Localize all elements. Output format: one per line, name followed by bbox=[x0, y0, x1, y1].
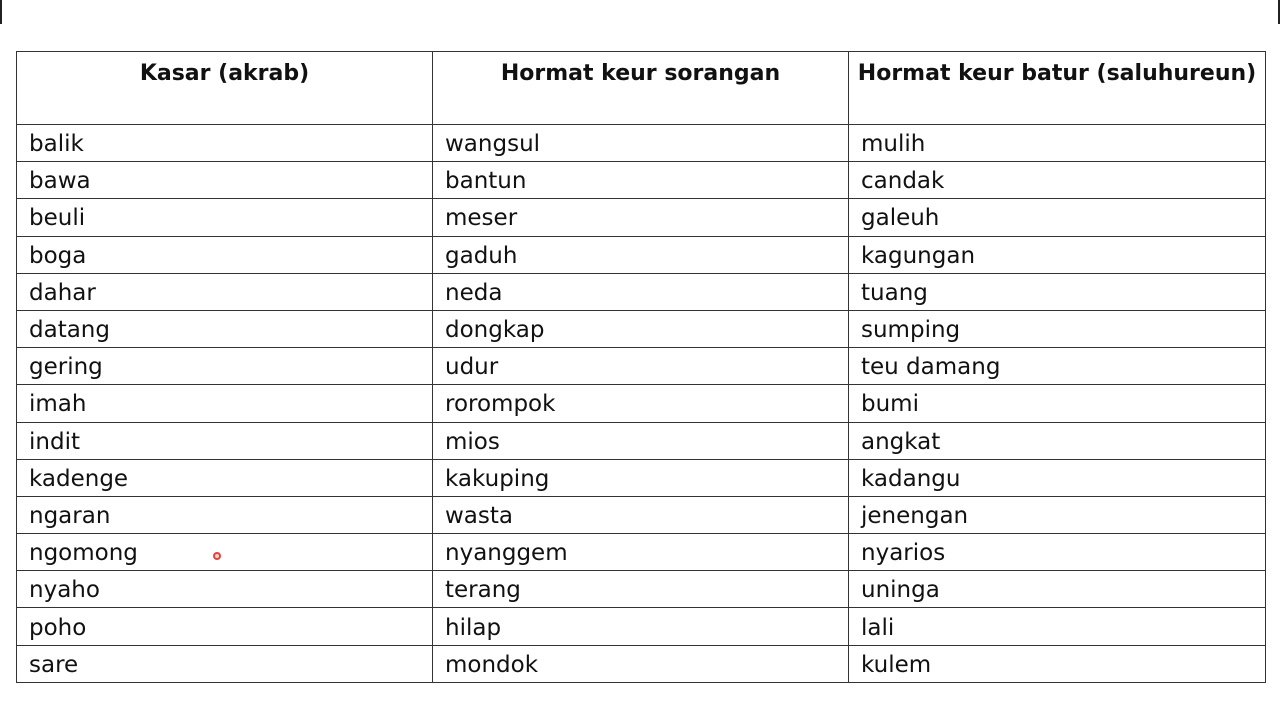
hormat-sorangan-cell: hilap bbox=[433, 608, 849, 645]
kasar-cell: sare bbox=[17, 645, 433, 682]
header-hormat-sorangan: Hormat keur sorangan bbox=[433, 52, 849, 125]
kasar-cell: imah bbox=[17, 385, 433, 422]
hormat-sorangan-cell: terang bbox=[433, 571, 849, 608]
kasar-cell: beuli bbox=[17, 199, 433, 236]
hormat-sorangan-cell: nyanggem bbox=[433, 534, 849, 571]
hormat-sorangan-cell: rorompok bbox=[433, 385, 849, 422]
kasar-cell: indit bbox=[17, 422, 433, 459]
table-row bbox=[17, 571, 1266, 608]
hormat-sorangan-cell: wasta bbox=[433, 496, 849, 533]
hormat-batur-cell: sumping bbox=[849, 310, 1266, 347]
hormat-batur-cell: candak bbox=[849, 162, 1266, 199]
hormat-batur-cell: tuang bbox=[849, 273, 1266, 310]
hormat-batur-cell: bumi bbox=[849, 385, 1266, 422]
hormat-batur-cell: kadangu bbox=[849, 459, 1266, 496]
table-row bbox=[17, 608, 1266, 645]
kasar-cell: dahar bbox=[17, 273, 433, 310]
table-row bbox=[17, 422, 1266, 459]
kasar-cell: nyaho bbox=[17, 571, 433, 608]
hormat-batur-cell: teu damang bbox=[849, 348, 1266, 385]
pointer-cursor-icon bbox=[213, 552, 221, 560]
kasar-cell: kadenge bbox=[17, 459, 433, 496]
hormat-sorangan-cell: neda bbox=[433, 273, 849, 310]
table-row bbox=[17, 645, 1266, 682]
table-row bbox=[17, 534, 1266, 571]
table-row bbox=[17, 459, 1266, 496]
left-edge-line bbox=[0, 0, 2, 24]
hormat-sorangan-cell: udur bbox=[433, 348, 849, 385]
kasar-cell: bawa bbox=[17, 162, 433, 199]
table-row bbox=[17, 273, 1266, 310]
hormat-batur-cell: mulih bbox=[849, 125, 1266, 162]
table-row bbox=[17, 236, 1266, 273]
table-body bbox=[17, 125, 1266, 683]
kasar-cell: balik bbox=[17, 125, 433, 162]
hormat-sorangan-cell: dongkap bbox=[433, 310, 849, 347]
hormat-batur-cell: jenengan bbox=[849, 496, 1266, 533]
table-row bbox=[17, 125, 1266, 162]
hormat-batur-cell: nyarios bbox=[849, 534, 1266, 571]
kasar-cell: ngomong bbox=[17, 534, 433, 571]
kasar-cell: datang bbox=[17, 310, 433, 347]
hormat-sorangan-cell: mondok bbox=[433, 645, 849, 682]
kasar-cell: poho bbox=[17, 608, 433, 645]
hormat-sorangan-cell: gaduh bbox=[433, 236, 849, 273]
header-kasar: Kasar (akrab) bbox=[17, 52, 433, 125]
hormat-sorangan-cell: bantun bbox=[433, 162, 849, 199]
table-row bbox=[17, 310, 1266, 347]
hormat-batur-cell: angkat bbox=[849, 422, 1266, 459]
hormat-batur-cell: galeuh bbox=[849, 199, 1266, 236]
kasar-cell: gering bbox=[17, 348, 433, 385]
header-hormat-batur: Hormat keur batur (saluhureun) bbox=[849, 52, 1266, 125]
table-row bbox=[17, 385, 1266, 422]
vocabulary-table bbox=[16, 51, 1266, 683]
header-row bbox=[17, 52, 1266, 125]
hormat-sorangan-cell: kakuping bbox=[433, 459, 849, 496]
hormat-batur-cell: kagungan bbox=[849, 236, 1266, 273]
hormat-sorangan-cell: wangsul bbox=[433, 125, 849, 162]
kasar-cell: boga bbox=[17, 236, 433, 273]
table-row bbox=[17, 348, 1266, 385]
hormat-batur-cell: lali bbox=[849, 608, 1266, 645]
table-row bbox=[17, 199, 1266, 236]
hormat-batur-cell: uninga bbox=[849, 571, 1266, 608]
hormat-sorangan-cell: meser bbox=[433, 199, 849, 236]
hormat-sorangan-cell: mios bbox=[433, 422, 849, 459]
table-row bbox=[17, 496, 1266, 533]
hormat-batur-cell: kulem bbox=[849, 645, 1266, 682]
kasar-cell: ngaran bbox=[17, 496, 433, 533]
table-row bbox=[17, 162, 1266, 199]
